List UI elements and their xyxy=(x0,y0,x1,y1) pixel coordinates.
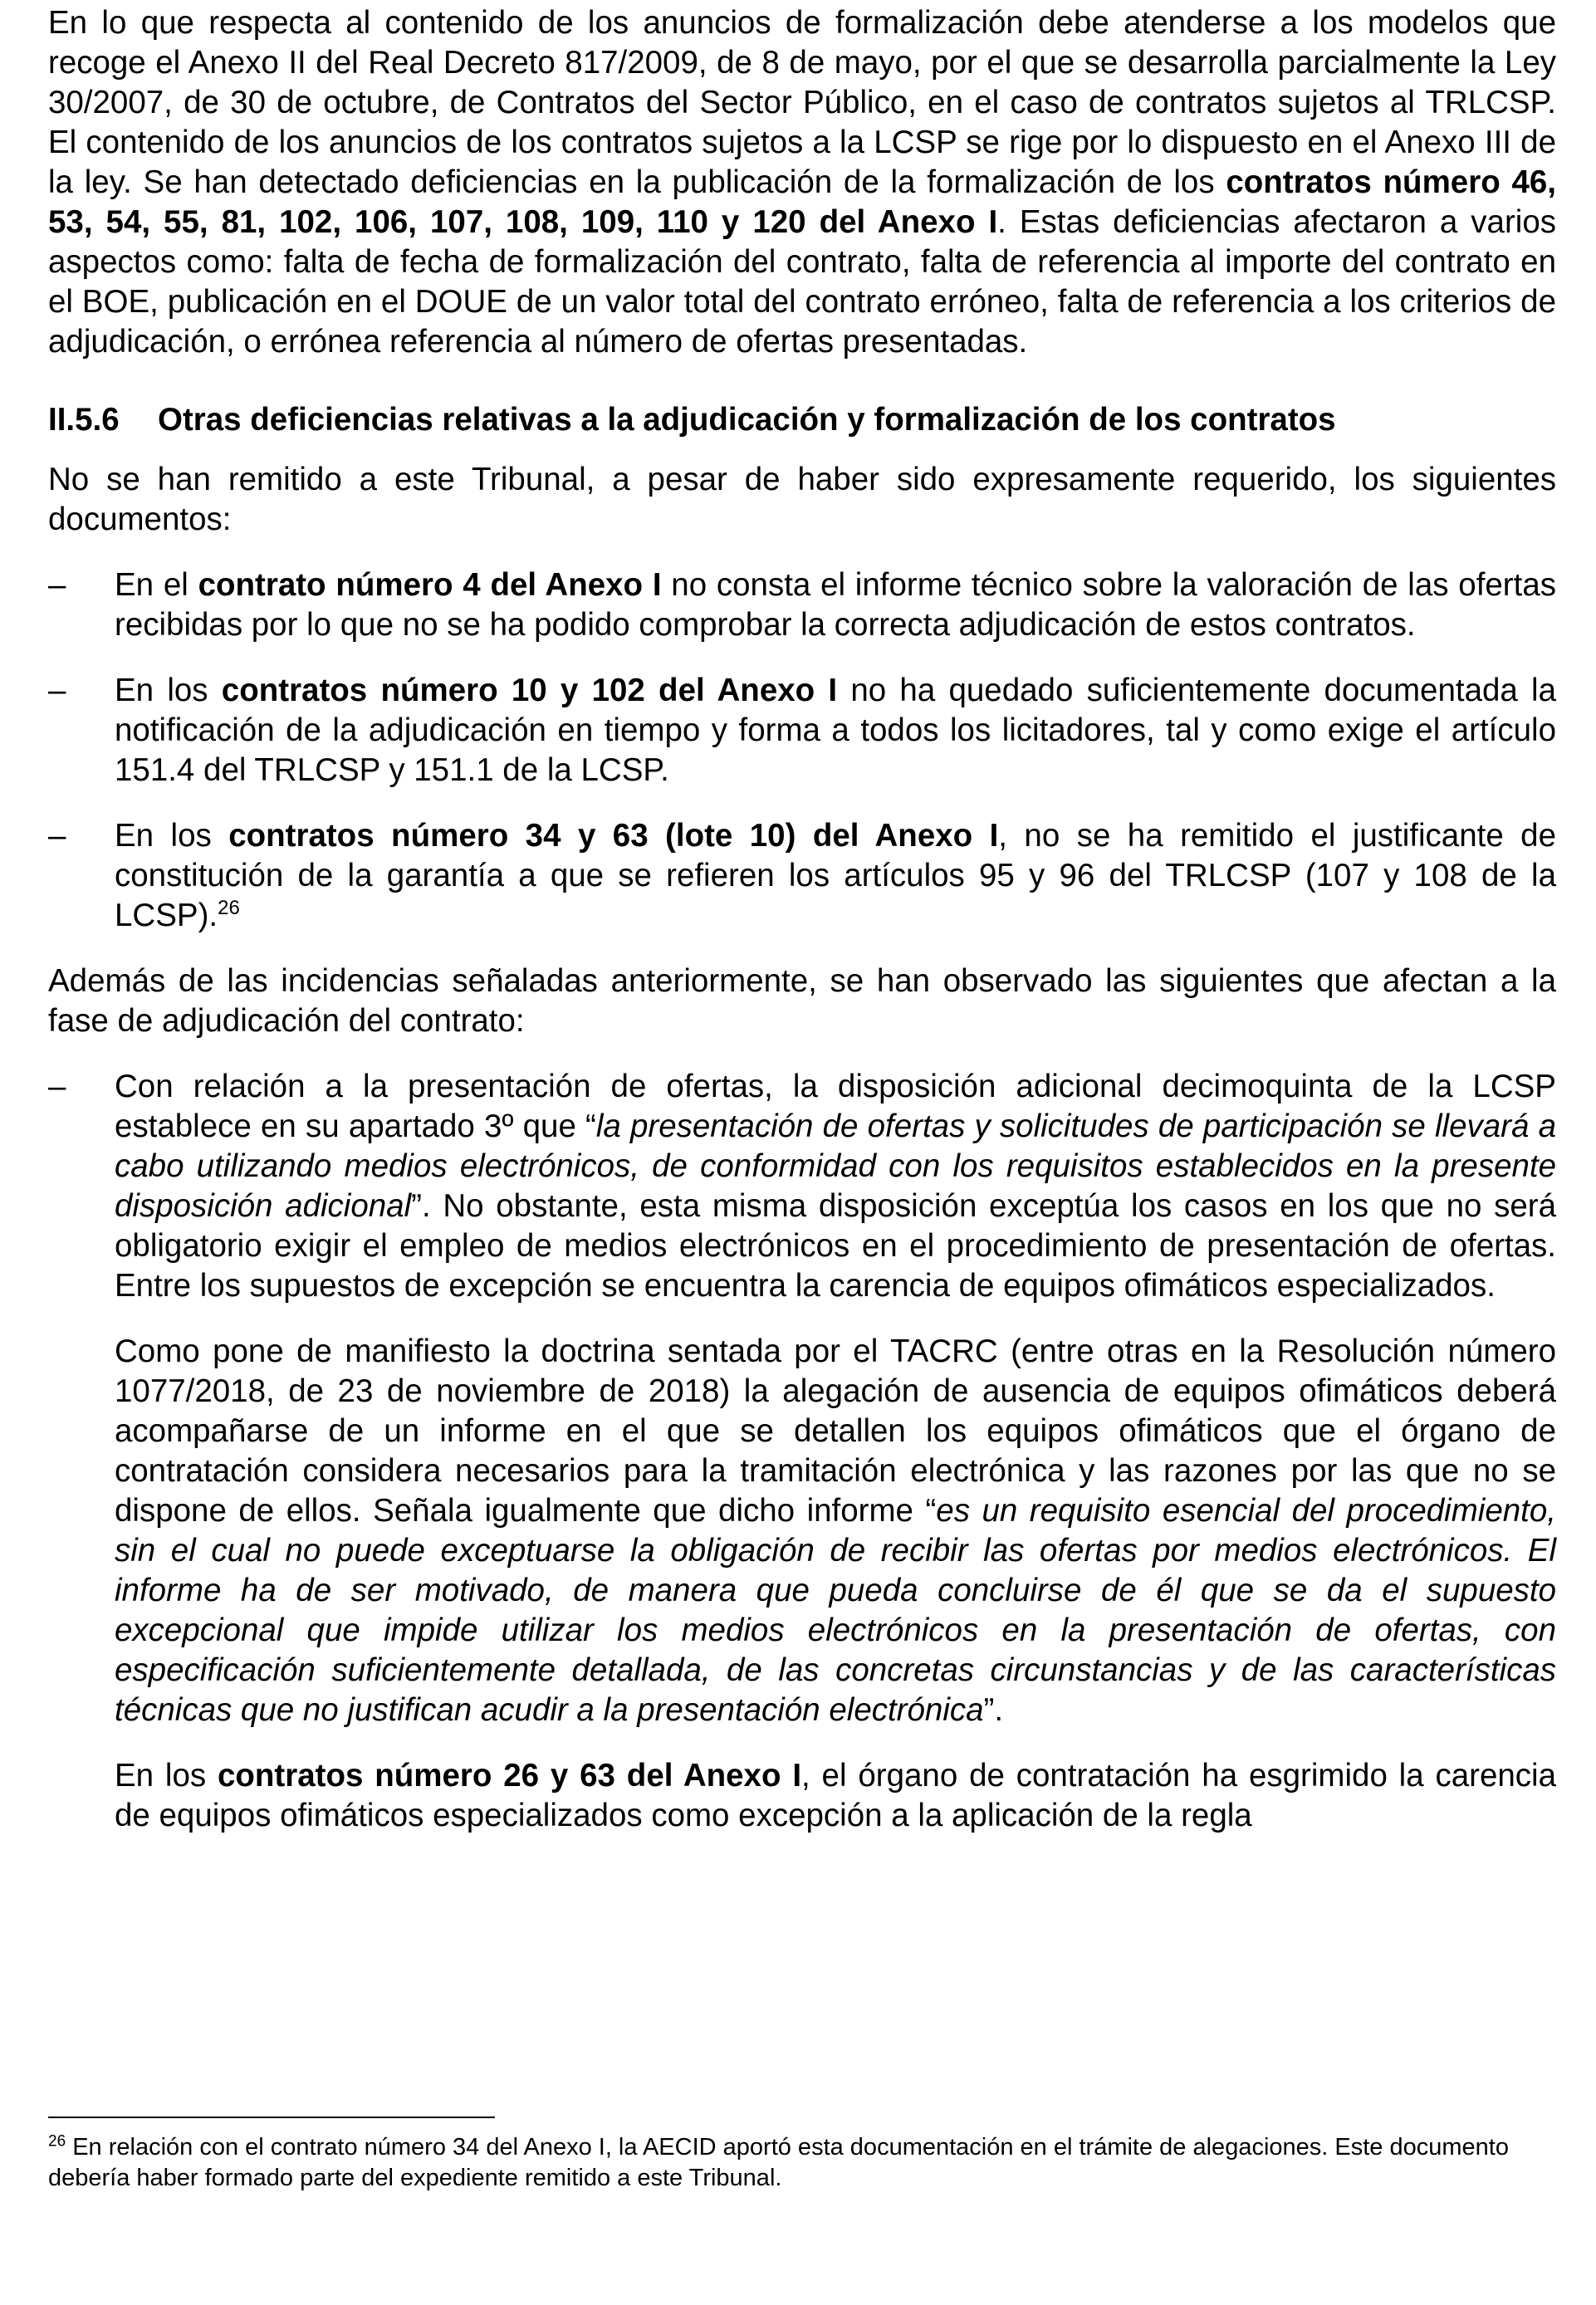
text: , el órgano de contratación ha esgrimido la carencia de equipos ofimáticos especializados como excepción a la aplicación de la regla xyxy=(115,1758,1557,1833)
footnote-reference[interactable]: 26 xyxy=(218,897,240,920)
text: En los xyxy=(115,1758,218,1794)
dash-bullet: – xyxy=(48,1069,66,1104)
list-item xyxy=(48,671,1556,790)
bold-contract-list: contratos número 46, 53, 54, 55, 81, 102, 106, 107, 108, 109, 110 y 120 del Anexo I xyxy=(48,164,1556,240)
paragraph-tacrc-doctrine xyxy=(115,1332,1556,1730)
section-heading xyxy=(48,400,1556,440)
text: En lo que respecta al contenido de los anuncios de formalización debe atenderse a los modelos que recoge el Anexo II del Real Decreto 817/2009, de 8 de mayo, por el que se desarrolla parcialmente la Ley 30/2007, de 30 de octubre, de Contratos del Sector Público, en el caso de contratos sujetos al TRLCSP. El contenido de los anuncios de los contratos sujetos a la LCSP se rige por lo dispuesto en el Anexo III de la ley. Se han detectado deficiencias en la publicación de la formalización de los xyxy=(48,5,1556,200)
list-item xyxy=(48,565,1556,645)
text: En el xyxy=(115,567,198,603)
dash-bullet: – xyxy=(48,567,66,603)
footnote-separator xyxy=(48,2117,495,2118)
list-item-text xyxy=(115,565,1556,645)
bold-contract-ref: contratos número 26 y 63 del Anexo I xyxy=(217,1758,802,1794)
list-item xyxy=(48,816,1556,936)
dash-bullet: – xyxy=(48,818,66,854)
italic-quote: la presentación de ofertas y solicitudes de participación se llevará a cabo utilizando medios electrónicos, de conformidad con los requisitos establecidos en la presente disposición adicional xyxy=(115,1108,1556,1224)
footnote-number: 26 xyxy=(48,2132,66,2151)
text: no ha quedado suficientemente documentada la notificación de la adjudicación en tiempo y forma a todos los licitadores, tal y como exige el artículo 151.4 del TRLCSP y 151.1 de la LCSP. xyxy=(115,673,1557,788)
paragraph-additional-incidents: Además de las incidencias señaladas anteriormente, se han observado las siguientes que afectan a la fase de adjudicación del contrato: xyxy=(48,963,1556,1039)
text: Como pone de manifiesto la doctrina sentada por el TACRC (entre otras en la Resolución número 1077/2018, de 23 de noviembre de 2018) la alegación de ausencia de equipos ofimáticos deberá acompañarse de un informe en el que se detallen los equipos ofimáticos que el órgano de contratación considera necesarios para la tramitación electrónica y las razones por las que no se dispone de ellos. Señala igualmente que dicho informe “ xyxy=(115,1334,1556,1529)
text: . Estas deficiencias afectaron a varios aspectos como: falta de fecha de formalización del contrato, falta de referencia al importe del contrato en el BOE, publicación en el DOUE de un valor total del contrato erróneo, falta de referencia a los criterios de adjudicación, o errónea referencia al número de ofertas presentadas. xyxy=(48,204,1556,360)
paragraph-contracts-26-63 xyxy=(115,1756,1556,1836)
text: En los xyxy=(115,673,222,708)
text: Con relación a la presentación de ofertas, la disposición adicional decimoquinta de la LCSP establece en su apartado 3º que “ xyxy=(115,1069,1556,1144)
text: ”. No obstante, esta misma disposición exceptúa los casos en los que no será obligatorio exigir el empleo de medios electrónicos en el procedimiento de presentación de ofertas. Entre los supuestos de excepción se encuentra la carencia de equipos ofimáticos especializados. xyxy=(115,1188,1556,1304)
dash-bullet: – xyxy=(48,673,66,708)
document-page xyxy=(48,0,1556,1836)
bold-contract-ref: contratos número 10 y 102 del Anexo I xyxy=(221,673,838,708)
list-item-text xyxy=(115,671,1556,790)
footnote xyxy=(48,2132,1556,2194)
footnote-text: En relación con el contrato número 34 del Anexo I, la AECID aportó esta documentación en el trámite de alegaciones. Este documento debería haber formado parte del expediente remitido a este Tribunal. xyxy=(48,2134,1509,2191)
bold-contract-ref: contrato número 4 del Anexo I xyxy=(198,567,662,603)
text: , no se ha remitido el justificante de constitución de la garantía a que se refieren los artículos 95 y 96 del TRLCSP (107 y 108 de la LCSP). xyxy=(115,818,1557,933)
section-number: II.5.6 xyxy=(48,402,120,438)
bold-contract-ref: contratos número 34 y 63 (lote 10) del Anexo I xyxy=(228,818,999,854)
list-item xyxy=(48,1067,1556,1306)
list-item-text xyxy=(115,1067,1556,1306)
section-title: Otras deficiencias relativas a la adjudicación y formalización de los contratos xyxy=(158,402,1336,438)
text: ”. xyxy=(983,1692,1004,1728)
paragraph-formalization-notices xyxy=(48,3,1556,362)
text: no consta el informe técnico sobre la valoración de las ofertas recibidas por lo que no se ha podido comprobar la correcta adjudicación de estos contratos. xyxy=(115,567,1556,643)
list-item-text xyxy=(115,816,1556,936)
text: En los xyxy=(115,818,229,854)
paragraph-documents-not-sent: No se han remitido a este Tribunal, a pesar de haber sido expresamente requerido, los siguientes documentos: xyxy=(48,462,1556,537)
italic-quote: es un requisito esencial del procedimiento, sin el cual no puede exceptuarse la obligación de recibir las ofertas por medios electrónicos. El informe ha de ser motivado, de manera que pueda concluirse de él que se da el supuesto excepcional que impide utilizar los medios electrónicos en la presentación de ofertas, con especificación suficientemente detallada, de las concretas circunstancias y de las características técnicas que no justifican acudir a la presentación electrónica xyxy=(115,1493,1556,1728)
